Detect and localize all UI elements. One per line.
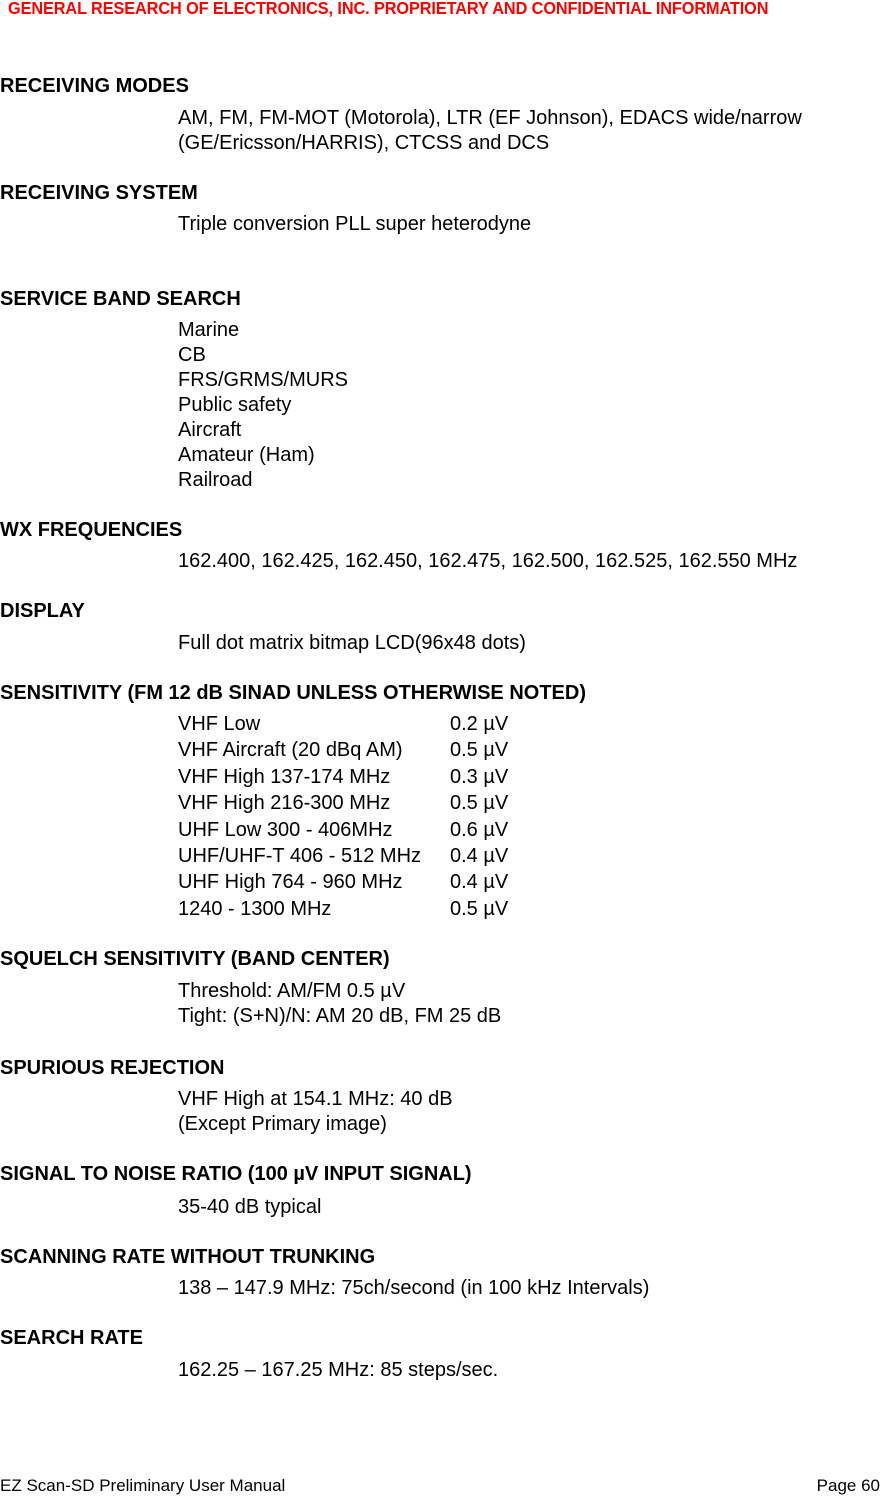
- band-label: VHF High 137-174 MHz: [178, 765, 391, 788]
- body-line: Marine: [178, 319, 240, 341]
- confidentiality-header: GENERAL RESEARCH OF ELECTRONICS, INC. PROPRIETARY AND CONFIDENTIAL INFORMATION: [8, 0, 769, 18]
- table-row: [178, 790, 578, 816]
- table-row: [178, 843, 578, 869]
- section-body: [178, 549, 797, 574]
- section-body: [178, 318, 348, 493]
- body-line: 162.400, 162.425, 162.450, 162.475, 162.500, 162.525, 162.550 MHz: [178, 550, 798, 572]
- section-body: [178, 212, 531, 237]
- body-line: (GE/Ericsson/HARRIS), CTCSS and DCS: [178, 132, 550, 154]
- band-label: VHF Low: [178, 713, 261, 735]
- band-label: UHF/UHF-T 406 - 512 MHz: [178, 844, 422, 867]
- table-row: [178, 764, 578, 790]
- body-line: Triple conversion PLL super heterodyne: [178, 213, 532, 235]
- body-line: 162.25 – 167.25 MHz: 85 steps/sec.: [178, 1359, 499, 1381]
- section-body: [178, 1358, 498, 1383]
- body-line: Railroad: [178, 469, 253, 491]
- section-heading: SCANNING RATE WITHOUT TRUNKING: [0, 1246, 376, 1268]
- section-heading: SERVICE BAND SEARCH: [0, 288, 241, 310]
- section-heading: SIGNAL TO NOISE RATIO (100 µV INPUT SIGNAL): [0, 1163, 472, 1185]
- table-row: [178, 869, 578, 895]
- section-heading: DISPLAY: [0, 600, 85, 622]
- section-heading: SPURIOUS REJECTION: [0, 1057, 225, 1079]
- footer-title: EZ Scan-SD Preliminary User Manual: [0, 1476, 286, 1495]
- body-line: Amateur (Ham): [178, 444, 315, 466]
- section-heading: SEARCH RATE: [0, 1327, 143, 1349]
- band-label: UHF Low 300 - 406MHz: [178, 818, 393, 841]
- body-line: (Except Primary image): [178, 1113, 387, 1135]
- table-row: [178, 896, 578, 922]
- section-body: [178, 631, 526, 656]
- section-body: [178, 979, 501, 1029]
- sensitivity-table: [178, 711, 578, 922]
- body-line: 35-40 dB typical: [178, 1196, 322, 1218]
- section-heading: WX FREQUENCIES: [0, 519, 183, 541]
- table-row: [178, 737, 578, 763]
- body-line: Tight: (S+N)/N: AM 20 dB, FM 25 dB: [178, 1005, 502, 1027]
- band-label: VHF High 216-300 MHz: [178, 792, 391, 815]
- body-line: 138 – 147.9 MHz: 75ch/second (in 100 kHz Intervals): [178, 1277, 650, 1299]
- body-line: VHF High at 154.1 MHz: 40 dB: [178, 1088, 453, 1110]
- sensitivity-value: 0.5 µV: [450, 792, 509, 815]
- table-row: [178, 817, 578, 843]
- sensitivity-value: 0.5 µV: [450, 897, 509, 920]
- band-label: VHF Aircraft (20 dBq AM): [178, 739, 403, 762]
- band-label: UHF High 764 - 960 MHz: [178, 871, 403, 894]
- body-line: Public safety: [178, 394, 292, 416]
- section-heading: RECEIVING SYSTEM: [0, 182, 198, 204]
- body-line: AM, FM, FM-MOT (Motorola), LTR (EF Johnson), EDACS wide/narrow: [178, 107, 802, 129]
- sensitivity-value: 0.4 µV: [450, 844, 509, 867]
- body-line: CB: [178, 344, 206, 366]
- sensitivity-value: 0.4 µV: [450, 871, 509, 894]
- sensitivity-value: 0.5 µV: [450, 739, 509, 762]
- band-label: 1240 - 1300 MHz: [178, 897, 332, 920]
- body-line: Threshold: AM/FM 0.5 µV: [178, 980, 406, 1002]
- sensitivity-value: 0.3 µV: [450, 765, 509, 788]
- sensitivity-value: 0.6 µV: [450, 818, 509, 841]
- section-body: [178, 106, 802, 156]
- section-heading: RECEIVING MODES: [0, 75, 189, 97]
- section-body: [178, 1195, 321, 1220]
- section-heading: SQUELCH SENSITIVITY (BAND CENTER): [0, 948, 390, 970]
- section-body: [178, 1276, 649, 1301]
- body-line: Aircraft: [178, 419, 242, 441]
- table-row: [178, 711, 578, 737]
- body-line: Full dot matrix bitmap LCD(96x48 dots): [178, 632, 526, 654]
- body-line: FRS/GRMS/MURS: [178, 369, 348, 391]
- page-number: Page 60: [816, 1476, 880, 1495]
- section-heading: SENSITIVITY (FM 12 dB SINAD UNLESS OTHERWISE NOTED): [0, 682, 586, 704]
- section-body: [178, 1087, 453, 1137]
- sensitivity-value: 0.2 µV: [450, 713, 509, 735]
